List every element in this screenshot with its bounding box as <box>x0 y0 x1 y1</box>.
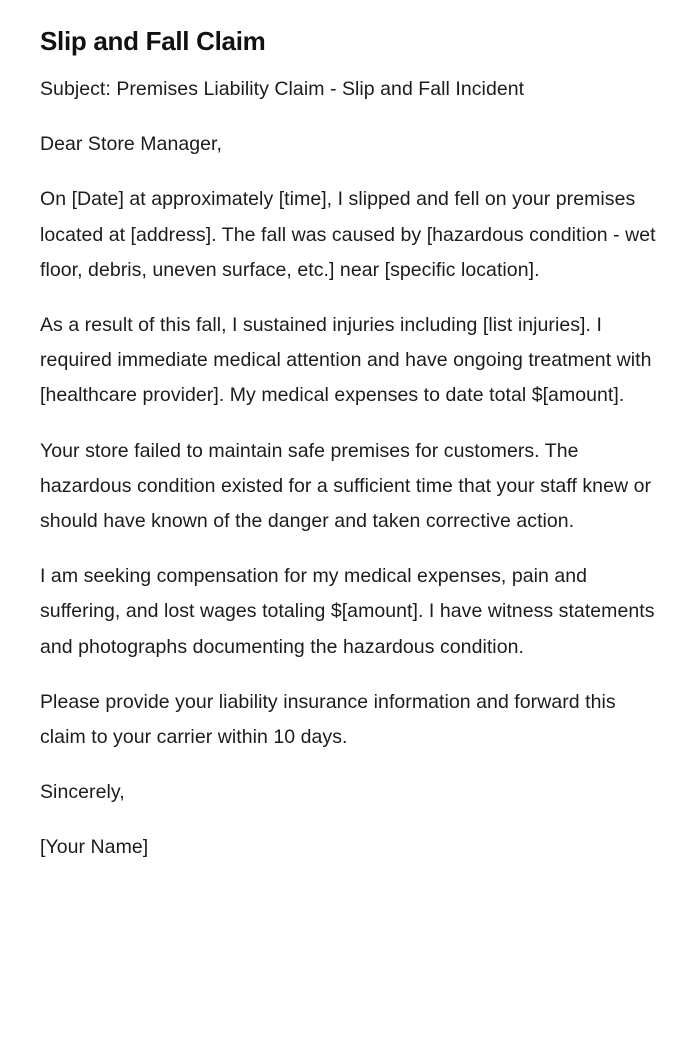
subject-line: Subject: Premises Liability Claim - Slip and Fall Incident <box>40 78 525 100</box>
paragraph-request: Please provide your liability insurance information and forward this claim to your carrier within 10 days. <box>40 690 616 749</box>
closing: Sincerely, <box>40 781 125 804</box>
paragraph-injuries: As a result of this fall, I sustained injuries including [list injuries]. I required immediate medical attention and have ongoing treatment with [healthcare provider]. My medical expenses to date total $[amount]. <box>40 314 652 407</box>
letter-title: Slip and Fall Claim <box>40 26 266 56</box>
paragraph-negligence: Your store failed to maintain safe premises for customers. The hazardous condition existed for a sufficient time that your staff knew or should have known of the danger and taken corrective action. <box>40 439 652 533</box>
paragraph-incident: On [Date] at approximately [time], I slipped and fell on your premises located at [address]. The fall was caused by [hazardous condition - wet floor, debris, uneven surface, etc.] near [specific location]. <box>40 188 656 281</box>
signature: [Your Name] <box>40 836 149 859</box>
salutation: Dear Store Manager, <box>40 133 222 156</box>
paragraph-compensation: I am seeking compensation for my medical expenses, pain and suffering, and lost wages totaling $[amount]. I have witness statements and photographs documenting the hazardous condition. <box>40 565 655 658</box>
